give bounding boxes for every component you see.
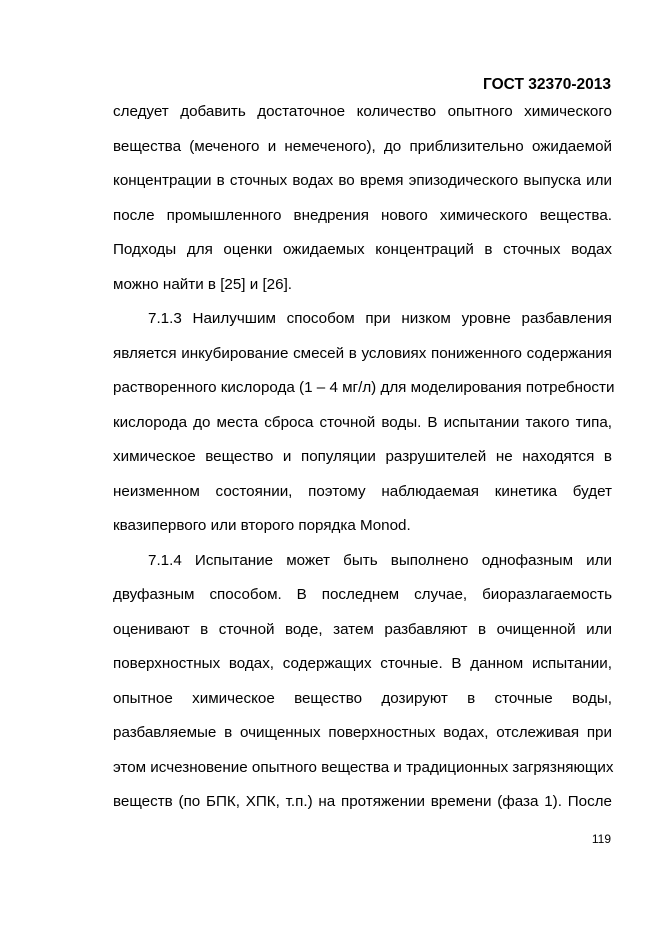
- paragraph-continuation: [113, 95, 612, 302]
- page-number: 119: [591, 832, 611, 846]
- document-code-header: ГОСТ 32370-2013: [483, 76, 611, 93]
- text-line: следует добавить достаточное количество опытного химического: [113, 103, 612, 120]
- text-line: концентрации в сточных водах во время эпизодического выпуска или: [113, 172, 612, 189]
- text-line: двуфазным способом. В последнем случае, биоразлагаемость: [113, 586, 612, 603]
- text-line: 7.1.3 Наилучшим способом при низком уровне разбавления: [148, 310, 612, 327]
- document-body: [113, 95, 615, 820]
- text-line: этом исчезновение опытного вещества и традиционных загрязняющих: [113, 758, 614, 776]
- text-line: веществ (по БПК, ХПК, т.п.) на протяжении времени (фаза 1). После: [113, 793, 612, 810]
- text-line: 7.1.4 Испытание может быть выполнено однофазным или: [148, 551, 612, 569]
- text-line: растворенного кислорода (1 – 4 мг/л) для моделирования потребности: [113, 379, 615, 396]
- paragraph-7-1-4: [113, 544, 612, 820]
- text-line: можно найти в [25] и [26].: [113, 275, 293, 293]
- text-line: поверхностных водах, содержащих сточные. В данном испытании,: [113, 655, 612, 672]
- text-line: после промышленного внедрения нового химического вещества.: [113, 206, 612, 224]
- text-line: квазипервого или второго порядка Monod.: [113, 517, 411, 534]
- text-line: кислорода до места сброса сточной воды. В испытании такого типа,: [113, 413, 612, 431]
- text-line: химическое вещество и популяции разрушителей не находятся в: [113, 448, 612, 465]
- paragraph-7-1-3: [113, 302, 615, 544]
- text-line: вещества (меченого и немеченого), до приблизительно ожидаемой: [113, 137, 612, 155]
- text-line: Подходы для оценки ожидаемых концентраций в сточных водах: [113, 241, 612, 258]
- text-line: является инкубирование смесей в условиях пониженного содержания: [113, 344, 612, 362]
- text-line: оценивают в сточной воде, затем разбавляют в очищенной или: [113, 620, 612, 638]
- text-line: неизменном состоянии, поэтому наблюдаемая кинетика будет: [113, 482, 612, 500]
- text-line: разбавляемые в очищенных поверхностных водах, отслеживая при: [113, 724, 612, 741]
- text-line: опытное химическое вещество дозируют в сточные воды,: [113, 689, 612, 707]
